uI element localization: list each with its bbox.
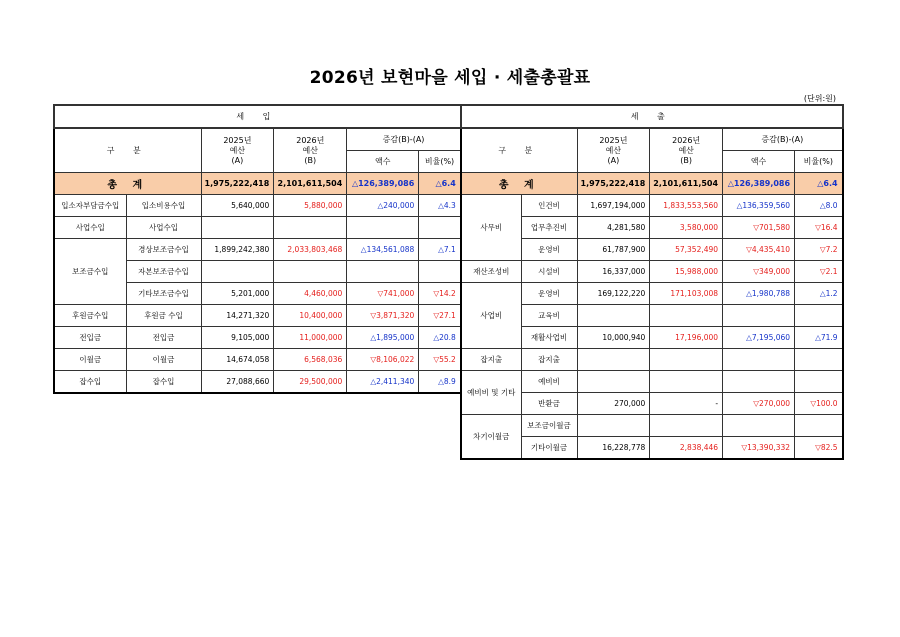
expense-table bbox=[460, 104, 844, 460]
table-row: 보조금수입 경상보조금수입 1,899,242,380 2,033,803,468 △134,561,088 △7.1 bbox=[54, 239, 461, 261]
group-office: 사무비 bbox=[461, 195, 521, 261]
table-row: 재활사업비 10,000,940 17,196,000 △7,195,060 △71.9 bbox=[461, 327, 843, 349]
expense-total-row: 총 계 1,975,222,418 2,101,611,504 △126,389,086 △6.4 bbox=[461, 173, 843, 195]
revenue-section-title: 세 입 bbox=[54, 105, 461, 128]
table-row: 차기이월금 보조금이월금 bbox=[461, 415, 843, 437]
table-row: 자본보조금수입 bbox=[54, 261, 461, 283]
table-row: 사업수입 사업수입 bbox=[54, 217, 461, 239]
table-row: 잡수입 잡수입 27,088,660 29,500,000 △2,411,340 △8.9 bbox=[54, 371, 461, 394]
revenue-table bbox=[53, 104, 462, 394]
revenue-amount-header: 액수 bbox=[347, 151, 419, 173]
table-row: 운영비 61,787,900 57,352,490 ▽4,435,410 ▽7.2 bbox=[461, 239, 843, 261]
revenue-category-header: 구 분 bbox=[54, 128, 201, 173]
table-row: 후원금수입 후원금 수입 14,271,320 10,400,000 ▽3,871,320 ▽27.1 bbox=[54, 305, 461, 327]
expense-2025-header: 2025년 예산 (A) bbox=[577, 128, 650, 173]
expense-amount-header: 액수 bbox=[723, 151, 795, 173]
table-row: 이월금 이월금 14,674,058 6,568,036 ▽8,106,022 ▽55.2 bbox=[54, 349, 461, 371]
expense-section-title: 세 출 bbox=[461, 105, 843, 128]
table-row: 교육비 bbox=[461, 305, 843, 327]
table-row: 반환금 270,000 - ▽270,000 ▽100.0 bbox=[461, 393, 843, 415]
table-row: 잡지출 잡지출 bbox=[461, 349, 843, 371]
revenue-ratio-header: 비율(%) bbox=[419, 151, 461, 173]
revenue-diff-header: 증감(B)-(A) bbox=[347, 128, 461, 151]
page-title: 2026년 보현마을 세입 · 세출총괄표 bbox=[309, 68, 591, 88]
expense-category-header: 구 분 bbox=[461, 128, 577, 173]
expense-ratio-header: 비율(%) bbox=[795, 151, 843, 173]
table-row: 기타보조금수입 5,201,000 4,460,000 ▽741,000 ▽14.2 bbox=[54, 283, 461, 305]
group-reserve: 예비비 및 기타 bbox=[461, 371, 521, 415]
table-row: 기타이월금 16,228,778 2,838,446 ▽13,390,332 ▽82.5 bbox=[461, 437, 843, 460]
expense-diff-header: 증감(B)-(A) bbox=[723, 128, 843, 151]
expense-2026-header: 2026년 예산 (B) bbox=[650, 128, 723, 173]
table-row: 사무비 인건비 1,697,194,000 1,833,553,560 △136,359,560 △8.0 bbox=[461, 195, 843, 217]
table-row: 사업비 운영비 169,122,220 171,103,008 △1,980,788 △1.2 bbox=[461, 283, 843, 305]
revenue-2026-header: 2026년 예산 (B) bbox=[274, 128, 347, 173]
unit-label: (단위:원) bbox=[803, 94, 836, 103]
table-row: 전입금 전입금 9,105,000 11,000,000 △1,895,000 △20.8 bbox=[54, 327, 461, 349]
table-row: 입소자부담금수입 입소비용수입 5,640,000 5,880,000 △240,000 △4.3 bbox=[54, 195, 461, 217]
group-property: 재산조성비 bbox=[461, 261, 521, 283]
table-row: 업무추진비 4,281,580 3,580,000 ▽701,580 ▽16.4 bbox=[461, 217, 843, 239]
group-misc: 잡지출 bbox=[461, 349, 521, 371]
group-carry: 차기이월금 bbox=[461, 415, 521, 460]
revenue-total-row: 총 계 1,975,222,418 2,101,611,504 △126,389,086 △6.4 bbox=[54, 173, 461, 195]
table-row: 예비비 및 기타 예비비 bbox=[461, 371, 843, 393]
table-row: 재산조성비 시설비 16,337,000 15,988,000 ▽349,000 ▽2.1 bbox=[461, 261, 843, 283]
group-business: 사업비 bbox=[461, 283, 521, 349]
revenue-2025-header: 2025년 예산 (A) bbox=[201, 128, 274, 173]
